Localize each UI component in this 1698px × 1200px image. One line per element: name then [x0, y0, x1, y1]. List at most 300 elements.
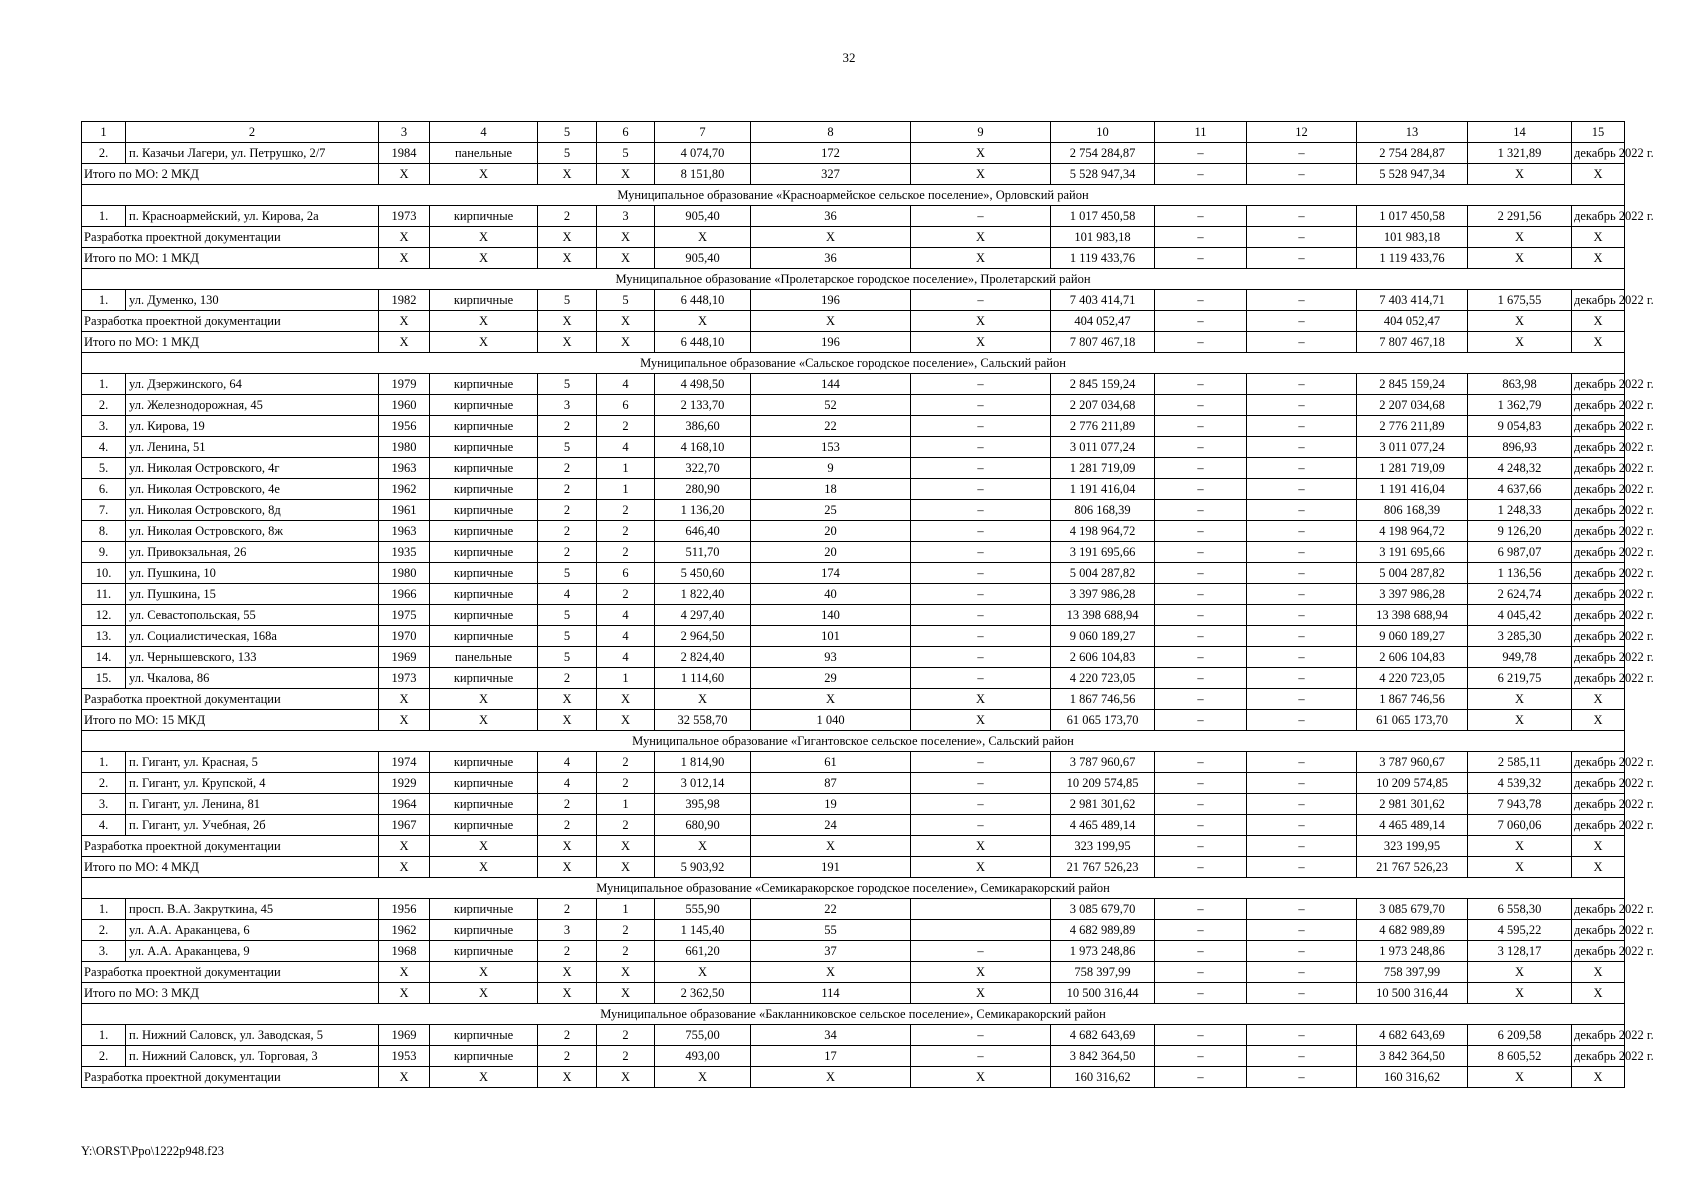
cell-c12: –	[1247, 374, 1357, 395]
cell-c11: –	[1155, 962, 1247, 983]
cell-c9: –	[911, 500, 1051, 521]
cell-c13: 160 316,62	[1357, 1067, 1468, 1088]
cell-c3: 1963	[379, 521, 430, 542]
building-address: ул. А.А. Араканцева, 6	[126, 920, 379, 941]
row-number: 3.	[82, 416, 126, 437]
summary-label: Итого по МО: 4 МКД	[82, 857, 379, 878]
cell-c6: 1	[597, 794, 655, 815]
cell-c6: 2	[597, 773, 655, 794]
cell-c14: Х	[1468, 311, 1572, 332]
cell-c8: 87	[751, 773, 911, 794]
cell-c12: –	[1247, 899, 1357, 920]
cell-c11: –	[1155, 500, 1247, 521]
cell-c13: 13 398 688,94	[1357, 605, 1468, 626]
cell-c10: 3 842 364,50	[1051, 1046, 1155, 1067]
cell-c6: 2	[597, 500, 655, 521]
cell-c7: 8 151,80	[655, 164, 751, 185]
cell-c3: Х	[379, 1067, 430, 1088]
cell-c13: 3 011 077,24	[1357, 437, 1468, 458]
cell-c14: 4 539,32	[1468, 773, 1572, 794]
cell-c10: 758 397,99	[1051, 962, 1155, 983]
summary-row	[82, 332, 1625, 353]
cell-c7: 2 964,50	[655, 626, 751, 647]
municipality-title: Муниципальное образование «Пролетарское городское поселение», Пролетарский район	[82, 269, 1625, 290]
cell-c10: 1 281 719,09	[1051, 458, 1155, 479]
summary-label: Разработка проектной документации	[82, 311, 379, 332]
cell-c8: 36	[751, 206, 911, 227]
cell-c4: Х	[430, 332, 538, 353]
building-address: ул. Николая Островского, 4е	[126, 479, 379, 500]
cell-c7: 680,90	[655, 815, 751, 836]
cell-c14: Х	[1468, 962, 1572, 983]
cell-c13: 323 199,95	[1357, 836, 1468, 857]
cell-c5: 2	[538, 941, 597, 962]
table-row	[82, 920, 1625, 941]
cell-c8: 196	[751, 290, 911, 311]
cell-c13: 2 776 211,89	[1357, 416, 1468, 437]
cell-c5: 2	[538, 794, 597, 815]
cell-c8: 101	[751, 626, 911, 647]
cell-c3: Х	[379, 311, 430, 332]
cell-c11: –	[1155, 1025, 1247, 1046]
cell-c9: –	[911, 290, 1051, 311]
cell-c12: –	[1247, 416, 1357, 437]
cell-c3: Х	[379, 689, 430, 710]
building-address: ул. Чкалова, 86	[126, 668, 379, 689]
cell-c10: 323 199,95	[1051, 836, 1155, 857]
cell-c3: 1973	[379, 668, 430, 689]
cell-c8: 1 040	[751, 710, 911, 731]
cell-c8: 20	[751, 542, 911, 563]
row-number: 2.	[82, 1046, 126, 1067]
cell-c12: –	[1247, 920, 1357, 941]
table-row	[82, 773, 1625, 794]
cell-c6: Х	[597, 983, 655, 1004]
row-number: 5.	[82, 458, 126, 479]
cell-c8: 140	[751, 605, 911, 626]
cell-c13: 61 065 173,70	[1357, 710, 1468, 731]
cell-c11: –	[1155, 605, 1247, 626]
cell-c12: –	[1247, 1025, 1357, 1046]
footer-file-path: Y:\ORST\Ppo\1222p948.f23	[81, 1144, 224, 1158]
cell-c15: декабрь 2022 г.	[1572, 668, 1625, 689]
table-row	[82, 584, 1625, 605]
cell-c12: –	[1247, 1067, 1357, 1088]
municipality-title: Муниципальное образование «Бакланниковское сельское поселение», Семикаракорский район	[82, 1004, 1625, 1025]
row-number: 4.	[82, 437, 126, 458]
cell-c10: 4 198 964,72	[1051, 521, 1155, 542]
cell-c13: 3 397 986,28	[1357, 584, 1468, 605]
cell-c5: 2	[538, 1046, 597, 1067]
cell-c3: 1984	[379, 143, 430, 164]
cell-c8: 172	[751, 143, 911, 164]
cell-c3: Х	[379, 710, 430, 731]
cell-c3: Х	[379, 983, 430, 1004]
table-row	[82, 290, 1625, 311]
cell-c4: Х	[430, 857, 538, 878]
cell-c3: 1956	[379, 416, 430, 437]
cell-c7: 3 012,14	[655, 773, 751, 794]
cell-c9: Х	[911, 227, 1051, 248]
summary-label: Разработка проектной документации	[82, 962, 379, 983]
table-row	[82, 941, 1625, 962]
cell-c14: 3 285,30	[1468, 626, 1572, 647]
cell-c7: 905,40	[655, 248, 751, 269]
cell-c5: Х	[538, 857, 597, 878]
cell-c11: –	[1155, 521, 1247, 542]
cell-c7: 755,00	[655, 1025, 751, 1046]
building-address: ул. Железнодорожная, 45	[126, 395, 379, 416]
cell-c3: 1956	[379, 899, 430, 920]
row-number: 2.	[82, 395, 126, 416]
cell-c14: 9 054,83	[1468, 416, 1572, 437]
cell-c3: Х	[379, 164, 430, 185]
cell-c9: –	[911, 437, 1051, 458]
cell-c10: 5 528 947,34	[1051, 164, 1155, 185]
row-number: 3.	[82, 794, 126, 815]
cell-c4: кирпичные	[430, 815, 538, 836]
cell-c14: 896,93	[1468, 437, 1572, 458]
cell-c5: 2	[538, 521, 597, 542]
cell-c10: 7 807 467,18	[1051, 332, 1155, 353]
cell-c9: –	[911, 584, 1051, 605]
cell-c4: Х	[430, 983, 538, 1004]
cell-c13: 1 973 248,86	[1357, 941, 1468, 962]
cell-c5: Х	[538, 836, 597, 857]
table-row	[82, 500, 1625, 521]
cell-c13: 4 220 723,05	[1357, 668, 1468, 689]
cell-c5: Х	[538, 1067, 597, 1088]
cell-c14: 2 624,74	[1468, 584, 1572, 605]
row-number: 7.	[82, 500, 126, 521]
table-row	[82, 668, 1625, 689]
cell-c15: декабрь 2022 г.	[1572, 374, 1625, 395]
cell-c5: Х	[538, 227, 597, 248]
cell-c11: –	[1155, 248, 1247, 269]
cell-c5: 5	[538, 647, 597, 668]
cell-c7: 661,20	[655, 941, 751, 962]
table-body	[82, 122, 1654, 1088]
cell-c6: Х	[597, 689, 655, 710]
cell-c9: –	[911, 941, 1051, 962]
cell-c14: 7 060,06	[1468, 815, 1572, 836]
cell-c15: декабрь 2022 г.	[1572, 416, 1625, 437]
cell-c11: –	[1155, 626, 1247, 647]
cell-c4: Х	[430, 689, 538, 710]
cell-c8: 29	[751, 668, 911, 689]
row-number: 12.	[82, 605, 126, 626]
cell-c5: 5	[538, 437, 597, 458]
cell-c6: Х	[597, 311, 655, 332]
cell-c11: –	[1155, 920, 1247, 941]
cell-c12: –	[1247, 206, 1357, 227]
cell-c3: 1969	[379, 1025, 430, 1046]
column-number-cell: 4	[430, 122, 538, 143]
cell-c8: 19	[751, 794, 911, 815]
cell-c14: Х	[1468, 164, 1572, 185]
cell-c4: кирпичные	[430, 500, 538, 521]
cell-c4: кирпичные	[430, 1025, 538, 1046]
summary-label: Итого по МО: 2 МКД	[82, 164, 379, 185]
cell-c4: кирпичные	[430, 773, 538, 794]
building-address: ул. Социалистическая, 168а	[126, 626, 379, 647]
cell-c5: 5	[538, 290, 597, 311]
cell-c7: 4 168,10	[655, 437, 751, 458]
column-number-cell: 6	[597, 122, 655, 143]
cell-c10: 3 191 695,66	[1051, 542, 1155, 563]
cell-c5: Х	[538, 689, 597, 710]
cell-c12: –	[1247, 647, 1357, 668]
cell-c5: Х	[538, 332, 597, 353]
cell-c12: –	[1247, 143, 1357, 164]
cell-c9: Х	[911, 857, 1051, 878]
building-address: п. Казачьи Лагери, ул. Петрушко, 2/7	[126, 143, 379, 164]
cell-c11: –	[1155, 794, 1247, 815]
cell-c11: –	[1155, 689, 1247, 710]
cell-c3: Х	[379, 227, 430, 248]
summary-row	[82, 983, 1625, 1004]
cell-c15: декабрь 2022 г.	[1572, 521, 1625, 542]
cell-c12: –	[1247, 563, 1357, 584]
cell-c4: кирпичные	[430, 521, 538, 542]
building-address: ул. Пушкина, 10	[126, 563, 379, 584]
cell-c3: 1979	[379, 374, 430, 395]
cell-c12: –	[1247, 983, 1357, 1004]
cell-c7: 493,00	[655, 1046, 751, 1067]
cell-c15: декабрь 2022 г.	[1572, 395, 1625, 416]
building-address: п. Гигант, ул. Ленина, 81	[126, 794, 379, 815]
program-table-container	[81, 121, 1654, 1088]
cell-c14: Х	[1468, 836, 1572, 857]
row-number: 1.	[82, 1025, 126, 1046]
cell-c11: –	[1155, 542, 1247, 563]
table-row	[82, 1025, 1625, 1046]
cell-c3: 1967	[379, 815, 430, 836]
cell-c11: –	[1155, 227, 1247, 248]
cell-c9: –	[911, 626, 1051, 647]
cell-c4: кирпичные	[430, 941, 538, 962]
cell-c10: 101 983,18	[1051, 227, 1155, 248]
table-row	[82, 899, 1625, 920]
cell-c14: 6 209,58	[1468, 1025, 1572, 1046]
cell-c4: Х	[430, 227, 538, 248]
cell-c4: кирпичные	[430, 1046, 538, 1067]
cell-c6: 2	[597, 920, 655, 941]
cell-c15: декабрь 2022 г.	[1572, 773, 1625, 794]
row-number: 9.	[82, 542, 126, 563]
building-address: ул. Севастопольская, 55	[126, 605, 379, 626]
cell-c12: –	[1247, 668, 1357, 689]
summary-label: Итого по МО: 1 МКД	[82, 332, 379, 353]
cell-c9: –	[911, 794, 1051, 815]
cell-c8: 17	[751, 1046, 911, 1067]
cell-c13: 3 787 960,67	[1357, 752, 1468, 773]
cell-c15: декабрь 2022 г.	[1572, 752, 1625, 773]
cell-c8: 22	[751, 899, 911, 920]
cell-c15: декабрь 2022 г.	[1572, 563, 1625, 584]
cell-c4: кирпичные	[430, 395, 538, 416]
row-number: 1.	[82, 374, 126, 395]
cell-c11: –	[1155, 983, 1247, 1004]
cell-c7: 1 136,20	[655, 500, 751, 521]
building-address: п. Гигант, ул. Учебная, 2б	[126, 815, 379, 836]
cell-c13: 101 983,18	[1357, 227, 1468, 248]
cell-c7: 4 498,50	[655, 374, 751, 395]
cell-c3: 1980	[379, 563, 430, 584]
cell-c14: 6 987,07	[1468, 542, 1572, 563]
cell-c3: 1953	[379, 1046, 430, 1067]
municipality-section-row	[82, 353, 1625, 374]
cell-c11: –	[1155, 374, 1247, 395]
cell-c14: 1 675,55	[1468, 290, 1572, 311]
cell-c12: –	[1247, 794, 1357, 815]
cell-c9: Х	[911, 689, 1051, 710]
cell-c7: 6 448,10	[655, 332, 751, 353]
row-number: 1.	[82, 290, 126, 311]
cell-c3: 1966	[379, 584, 430, 605]
row-number: 8.	[82, 521, 126, 542]
building-address: ул. Кирова, 19	[126, 416, 379, 437]
cell-c9: –	[911, 521, 1051, 542]
cell-c14: Х	[1468, 332, 1572, 353]
cell-c11: –	[1155, 773, 1247, 794]
cell-c7: 905,40	[655, 206, 751, 227]
cell-c14: 8 605,52	[1468, 1046, 1572, 1067]
cell-c13: 1 867 746,56	[1357, 689, 1468, 710]
table-row	[82, 374, 1625, 395]
cell-c14: 2 291,56	[1468, 206, 1572, 227]
cell-c15: декабрь 2022 г.	[1572, 626, 1625, 647]
cell-c5: 5	[538, 626, 597, 647]
cell-c15: Х	[1572, 1067, 1625, 1088]
cell-c12: –	[1247, 479, 1357, 500]
cell-c15: декабрь 2022 г.	[1572, 206, 1625, 227]
cell-c6: 2	[597, 1025, 655, 1046]
cell-c13: 10 500 316,44	[1357, 983, 1468, 1004]
cell-c14: 4 595,22	[1468, 920, 1572, 941]
cell-c6: 5	[597, 143, 655, 164]
table-row	[82, 395, 1625, 416]
cell-c15: Х	[1572, 710, 1625, 731]
cell-c12: –	[1247, 311, 1357, 332]
cell-c6: 1	[597, 458, 655, 479]
cell-c5: 2	[538, 416, 597, 437]
cell-c11: –	[1155, 710, 1247, 731]
cell-c11: –	[1155, 836, 1247, 857]
cell-c3: 1975	[379, 605, 430, 626]
summary-label: Разработка проектной документации	[82, 836, 379, 857]
cell-c12: –	[1247, 815, 1357, 836]
column-number-cell: 5	[538, 122, 597, 143]
cell-c10: 3 787 960,67	[1051, 752, 1155, 773]
cell-c5: 2	[538, 479, 597, 500]
cell-c7: 5 450,60	[655, 563, 751, 584]
cell-c5: 5	[538, 143, 597, 164]
cell-c7: 32 558,70	[655, 710, 751, 731]
cell-c15: декабрь 2022 г.	[1572, 290, 1625, 311]
building-address: ул. Чернышевского, 133	[126, 647, 379, 668]
cell-c6: 3	[597, 206, 655, 227]
cell-c5: Х	[538, 710, 597, 731]
cell-c4: Х	[430, 836, 538, 857]
cell-c13: 5 004 287,82	[1357, 563, 1468, 584]
cell-c7: 646,40	[655, 521, 751, 542]
cell-c6: 1	[597, 899, 655, 920]
cell-c11: –	[1155, 752, 1247, 773]
cell-c5: Х	[538, 248, 597, 269]
cell-c10: 2 981 301,62	[1051, 794, 1155, 815]
cell-c10: 4 220 723,05	[1051, 668, 1155, 689]
cell-c11: –	[1155, 416, 1247, 437]
cell-c5: 3	[538, 920, 597, 941]
cell-c14: 2 585,11	[1468, 752, 1572, 773]
cell-c11: –	[1155, 479, 1247, 500]
cell-c6: 6	[597, 563, 655, 584]
cell-c12: –	[1247, 395, 1357, 416]
cell-c8: 93	[751, 647, 911, 668]
cell-c12: –	[1247, 962, 1357, 983]
cell-c15: декабрь 2022 г.	[1572, 605, 1625, 626]
summary-label: Итого по МО: 15 МКД	[82, 710, 379, 731]
cell-c7: 5 903,92	[655, 857, 751, 878]
cell-c5: 5	[538, 563, 597, 584]
row-number: 2.	[82, 920, 126, 941]
summary-label: Разработка проектной документации	[82, 1067, 379, 1088]
cell-c4: кирпичные	[430, 899, 538, 920]
cell-c15: Х	[1572, 836, 1625, 857]
cell-c11: –	[1155, 1067, 1247, 1088]
cell-c9: –	[911, 206, 1051, 227]
cell-c9: –	[911, 374, 1051, 395]
cell-c7: Х	[655, 227, 751, 248]
cell-c9: –	[911, 605, 1051, 626]
table-row	[82, 479, 1625, 500]
cell-c15: Х	[1572, 857, 1625, 878]
table-row	[82, 647, 1625, 668]
cell-c3: 1962	[379, 920, 430, 941]
cell-c14: 3 128,17	[1468, 941, 1572, 962]
summary-row	[82, 962, 1625, 983]
table-row	[82, 416, 1625, 437]
cell-c5: 5	[538, 374, 597, 395]
row-number: 13.	[82, 626, 126, 647]
building-address: ул. Ленина, 51	[126, 437, 379, 458]
summary-row	[82, 689, 1625, 710]
cell-c15: Х	[1572, 332, 1625, 353]
cell-c11: –	[1155, 311, 1247, 332]
cell-c10: 9 060 189,27	[1051, 626, 1155, 647]
building-address: ул. Николая Островского, 8д	[126, 500, 379, 521]
cell-c8: 34	[751, 1025, 911, 1046]
cell-c12: –	[1247, 836, 1357, 857]
cell-c6: Х	[597, 1067, 655, 1088]
cell-c14: 4 045,42	[1468, 605, 1572, 626]
cell-c11: –	[1155, 164, 1247, 185]
cell-c13: 1 191 416,04	[1357, 479, 1468, 500]
cell-c10: 1 119 433,76	[1051, 248, 1155, 269]
cell-c14: 1 136,56	[1468, 563, 1572, 584]
summary-label: Разработка проектной документации	[82, 689, 379, 710]
cell-c7: 4 297,40	[655, 605, 751, 626]
row-number: 15.	[82, 668, 126, 689]
cell-c13: 806 168,39	[1357, 500, 1468, 521]
cell-c8: 22	[751, 416, 911, 437]
cell-c3: 1968	[379, 941, 430, 962]
summary-row	[82, 1067, 1625, 1088]
cell-c4: кирпичные	[430, 290, 538, 311]
cell-c9: –	[911, 752, 1051, 773]
cell-c3: 1929	[379, 773, 430, 794]
